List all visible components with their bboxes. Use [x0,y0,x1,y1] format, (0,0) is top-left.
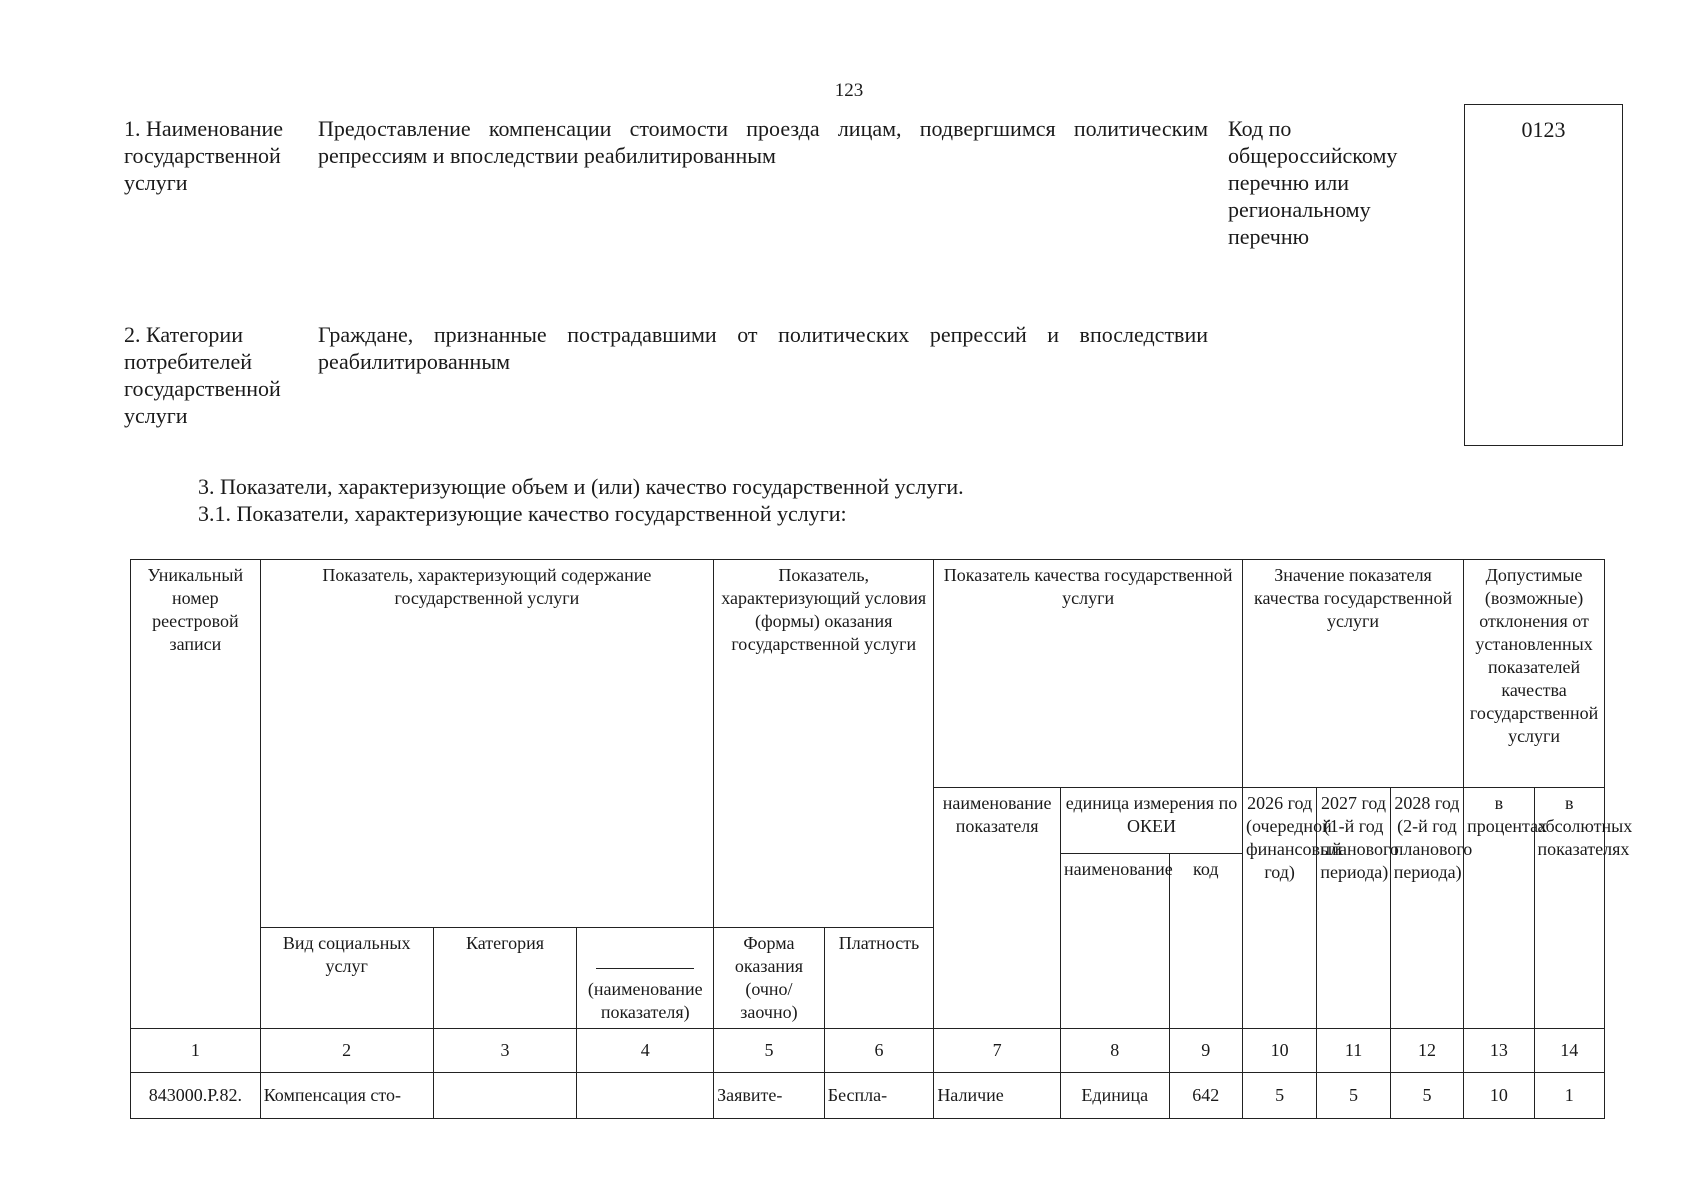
header-in-absolute: в абсолютных показателях [1534,788,1604,1029]
blank-line [596,956,694,969]
column-number: 5 [714,1029,825,1073]
cell-value-2027: 5 [1317,1073,1390,1119]
column-numbers-row [131,1029,1605,1073]
header-in-percent: в процентах [1464,788,1534,1029]
cell-value-2028: 5 [1390,1073,1463,1119]
cell-category [433,1073,577,1119]
cell-deviation-percent: 10 [1464,1073,1534,1119]
header-okei-code: код [1169,854,1242,1029]
cell-okei-name: Единица [1060,1073,1169,1119]
column-number: 13 [1464,1029,1534,1073]
cell-payment: Беспла- [824,1073,934,1119]
code-label: Код по общероссийскому перечню или региональному перечню [1228,116,1398,249]
service-name-value: Предоставление компенсации стоимости проезда лицам, подвергшимся политическим репрессиям и впоследствии реабилитированным [318,116,1208,168]
column-number: 1 [131,1029,261,1073]
section-3-heading: 3. Показатели, характеризующие объем и (или) качество государственной услуги. [198,474,964,499]
cell-value-2026: 5 [1242,1073,1316,1119]
header-form: Форма оказания (очно/заочно) [714,928,825,1029]
header-year-2028: 2028 год (2-й год планового периода) [1390,788,1463,1029]
code-value: 0123 [1521,117,1566,142]
category-value: Граждане, признанные пострадавшими от политических репрессий и впоследствии реабилитированным [318,322,1208,374]
cell-quality-indicator-name: Наличие [934,1073,1061,1119]
cell-indicator-name [577,1073,714,1119]
header-content-indicator: Показатель, характеризующий содержание государственной услуги [260,560,713,928]
header-quality-indicator: Показатель качества государственной услуги [934,560,1243,788]
column-number: 14 [1534,1029,1604,1073]
header-category: Категория [433,928,577,1029]
header-social-service-type: Вид социальных услуг [260,928,433,1029]
column-number: 4 [577,1029,714,1073]
header-okei-unit: единица измерения по ОКЕИ [1060,788,1242,854]
column-number: 12 [1390,1029,1463,1073]
column-number: 3 [433,1029,577,1073]
category-label: 2. Категории потребителей государственной услуги [124,322,281,428]
header-registry-number: Уникальный номер реестровой записи [131,560,261,1029]
header-deviations: Допустимые (возможные) отклонения от установленных показателей качества государственной услуги [1464,560,1605,788]
header-quality-value: Значение показателя качества государственной услуги [1242,560,1463,788]
cell-social-service-type: Компенсация сто- [260,1073,433,1119]
column-number: 9 [1169,1029,1242,1073]
column-number: 8 [1060,1029,1169,1073]
header-payment: Платность [824,928,934,1029]
header-year-2026: 2026 год (очередной финансовый год) [1242,788,1316,1029]
header-indicator-name: наименование показателя [934,788,1061,1029]
column-number: 10 [1242,1029,1316,1073]
cell-registry-number: 843000.Р.82. [131,1073,261,1119]
code-box [1464,104,1623,446]
column-number: 7 [934,1029,1061,1073]
header-year-2027: 2027 год (1-й год планового периода) [1317,788,1390,1029]
column-number: 6 [824,1029,934,1073]
header-indicator-name-placeholder: (наименование показателя) [577,928,714,1029]
cell-form: Заявите- [714,1073,825,1119]
column-number: 11 [1317,1029,1390,1073]
header-okei-name: наименование [1060,854,1169,1029]
section-3-1-heading: 3.1. Показатели, характеризующие качество государственной услуги: [198,501,847,526]
page-number: 123 [834,80,864,101]
table-row [131,1073,1605,1119]
column-number: 2 [260,1029,433,1073]
quality-indicators-table [130,559,1633,1119]
cell-okei-code: 642 [1169,1073,1242,1119]
cell-deviation-absolute: 1 [1534,1073,1604,1119]
header-conditions-indicator: Показатель, характеризующий условия (формы) оказания государственной услуги [714,560,934,928]
service-name-label: 1. Наименование государственной услуги [124,116,284,195]
